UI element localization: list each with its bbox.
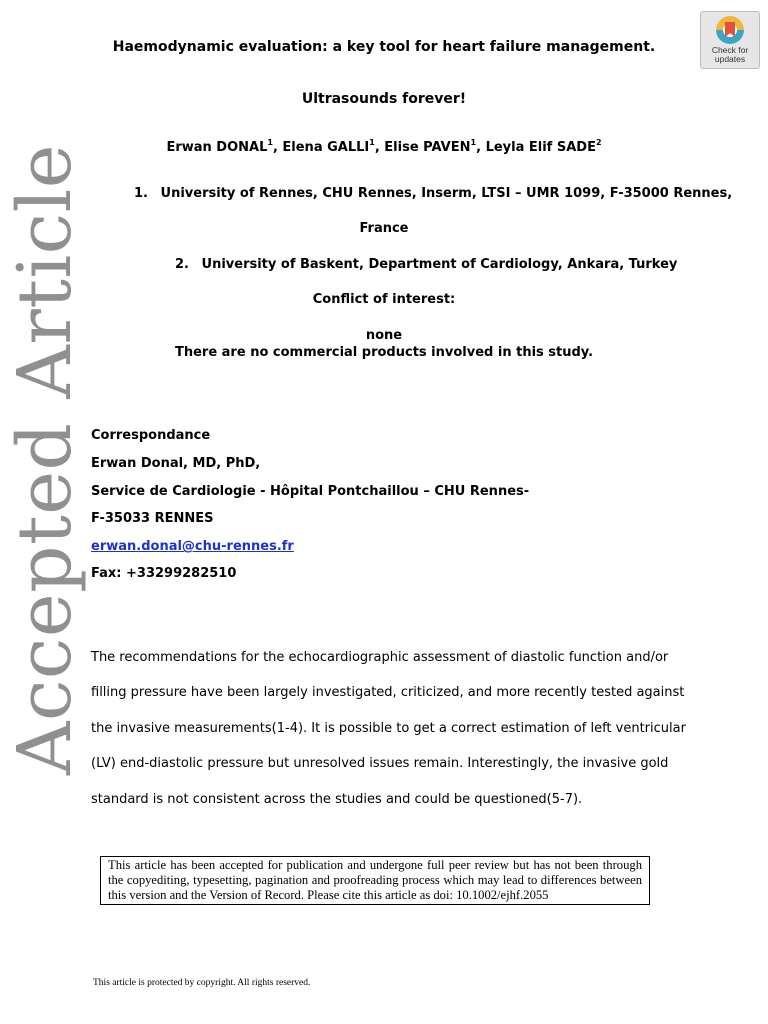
body-line: The recommendations for the echocardiographic assessment of diastolic function and/or	[91, 650, 669, 665]
author-separator: ,	[374, 140, 385, 155]
accepted-notice-box: This article has been accepted for publication and undergone full peer review but has not been through the copyediting, typesetting, pagination and proofreading process which may lead to differences between this version and the Version of Record. Please cite this article as doi: 10.1002/ejhf.2055	[100, 856, 650, 905]
conflict-value: none	[365, 328, 403, 343]
conflict-heading: Conflict of interest:	[312, 292, 456, 307]
author-affiliation-mark: 2	[595, 138, 602, 147]
affiliation-2	[175, 257, 677, 272]
affiliation-1-continued: France	[359, 221, 409, 236]
author-list	[0, 140, 768, 155]
author-separator: ,	[272, 140, 283, 155]
author-separator: ,	[476, 140, 486, 155]
commercial-statement: There are no commercial products involved in this study.	[174, 345, 594, 360]
badge-label-2: updates	[714, 54, 746, 64]
accepted-article-watermark: Accepted Article	[2, 143, 88, 775]
body-line: standard is not consistent across the studies and could be questioned(5-7).	[91, 792, 583, 807]
author-affiliation-mark: 1	[470, 138, 477, 147]
author-name: Leyla Elif SADE	[485, 140, 596, 155]
paper-subtitle: Ultrasounds forever!	[301, 91, 467, 107]
copyright-footer: This article is protected by copyright. All rights reserved.	[93, 978, 311, 988]
paper-title: Haemodynamic evaluation: a key tool for heart failure management.	[112, 39, 656, 55]
correspondence-heading: Correspondance	[91, 428, 211, 443]
body-line: filling pressure have been largely investigated, criticized, and more recently tested against	[91, 685, 685, 700]
affiliation-1	[134, 186, 732, 201]
author-affiliation-mark: 1	[369, 138, 375, 147]
correspondence-name: Erwan Donal, MD, PhD,	[91, 456, 261, 471]
affiliation-number: 1.	[134, 186, 148, 201]
author-name: Erwan DONAL	[166, 140, 268, 155]
affiliation-text: University of Baskent, Department of Cardiology, Ankara, Turkey	[201, 257, 678, 272]
author-affiliation-mark: 1	[267, 138, 273, 147]
correspondence-institution: Service de Cardiologie - Hôpital Pontchaillou – CHU Rennes-	[91, 484, 530, 499]
badge-label-1: Check for	[711, 45, 749, 55]
author-name: Elise PAVEN	[384, 140, 471, 155]
body-line: (LV) end-diastolic pressure but unresolved issues remain. Interestingly, the invasive gold	[91, 756, 669, 771]
author-name: Elena GALLI	[282, 140, 370, 155]
affiliation-number: 2.	[175, 257, 189, 272]
correspondence-email-link[interactable]: erwan.donal@chu-rennes.fr	[91, 539, 294, 554]
body-line: the invasive measurements(1-4). It is possible to get a correct estimation of left ventricular	[91, 721, 686, 736]
correspondence-fax: Fax: +33299282510	[91, 566, 237, 581]
affiliation-text: University of Rennes, CHU Rennes, Inserm, LTSI – UMR 1099, F-35000 Rennes,	[160, 186, 733, 201]
correspondence-city: F-35033 RENNES	[91, 511, 214, 526]
